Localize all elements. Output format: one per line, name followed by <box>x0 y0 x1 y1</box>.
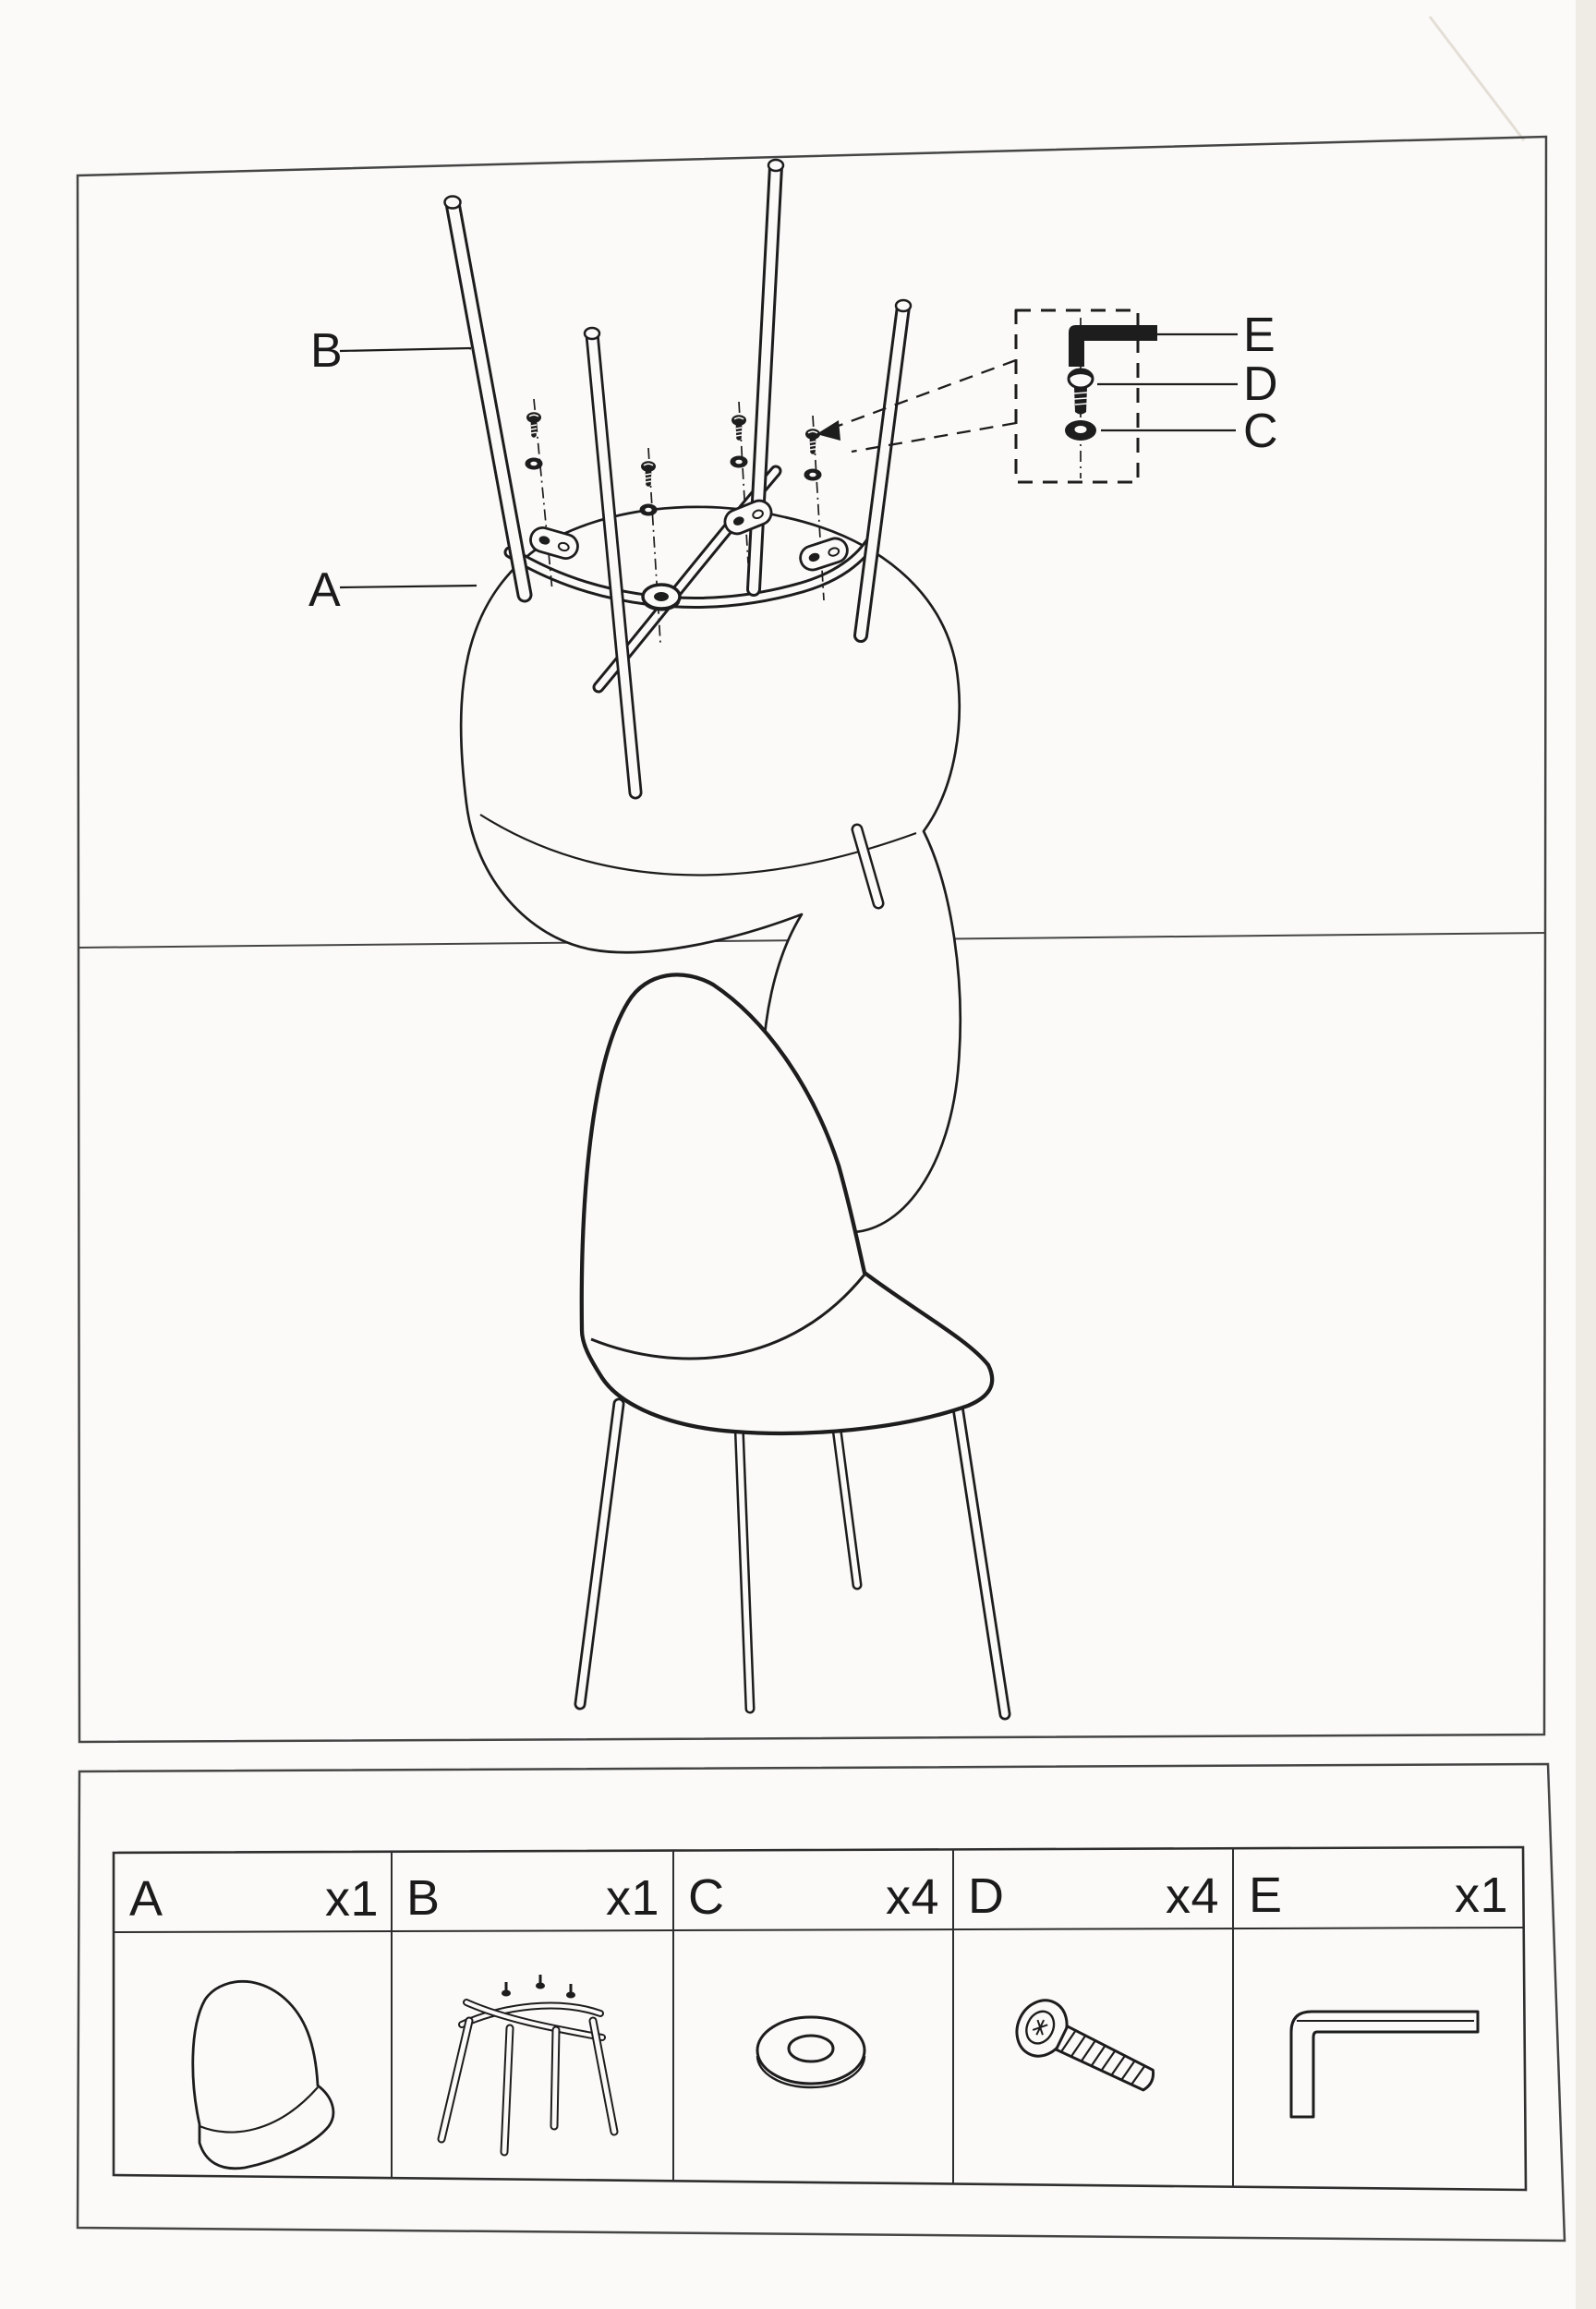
table-cell-c-header <box>688 1869 939 1925</box>
leg-foot-cap <box>768 160 783 171</box>
cell-qty: x4 <box>1165 1868 1219 1924</box>
chair-leg-back-right <box>836 1422 857 1585</box>
table-cell-a-header <box>129 1871 379 1927</box>
cell-qty: x1 <box>605 1870 659 1926</box>
leg-foot-cap <box>896 300 911 311</box>
label-part-b: B <box>310 324 344 378</box>
parts-table <box>114 1847 1526 2190</box>
table-cell-b-header <box>406 1870 659 1926</box>
leader-line-b <box>340 348 471 351</box>
frame-ring-washer <box>643 585 680 610</box>
washer-icon <box>640 504 658 516</box>
page-edge-shade <box>1576 0 1596 2309</box>
cell-qty: x4 <box>885 1869 939 1925</box>
leg-foot-cap <box>585 328 599 339</box>
leg-frame-icon <box>441 1975 614 2152</box>
paper-crease <box>1430 17 1524 140</box>
hardware-callout-box <box>1016 310 1157 482</box>
chair-leg-front-left <box>580 1404 619 1704</box>
table-cell-e-header <box>1249 1868 1508 1923</box>
label-part-d: D <box>1243 357 1279 411</box>
screw-icon <box>641 461 656 487</box>
washer-icon <box>526 458 543 470</box>
screw-icon <box>1069 369 1093 415</box>
screw-icon <box>526 412 541 438</box>
washer-icon <box>1065 420 1096 441</box>
screw-icon <box>805 429 820 454</box>
parts-panel-border <box>78 1764 1565 2241</box>
cell-letter: A <box>129 1871 163 1927</box>
cell-letter: D <box>968 1868 1005 1924</box>
chair-leg-back-left <box>739 1422 750 1709</box>
washer-icon <box>757 2017 864 2087</box>
washer-icon <box>731 456 748 468</box>
allen-key-icon <box>1069 325 1157 367</box>
cell-qty: x1 <box>1454 1868 1508 1923</box>
cell-letter: C <box>688 1869 725 1925</box>
allen-key-icon <box>1291 2012 1478 2117</box>
screw-icon <box>732 415 746 441</box>
cell-letter: E <box>1249 1868 1283 1923</box>
chair-leg-front-right <box>951 1365 1005 1714</box>
table-header-divider <box>114 1928 1524 1932</box>
cell-qty: x1 <box>324 1871 379 1927</box>
leg-foot-cap <box>445 197 461 209</box>
callout-pointer-lines <box>816 360 1016 452</box>
seat-shell-icon <box>193 1981 333 2168</box>
label-part-c: C <box>1243 405 1279 458</box>
leader-line-a <box>340 586 477 587</box>
cell-letter: B <box>406 1870 441 1926</box>
table-cell-d-header <box>968 1868 1219 1924</box>
label-part-a: A <box>308 563 342 617</box>
washer-icon <box>804 469 822 481</box>
label-part-e: E <box>1243 308 1276 362</box>
screw-icon <box>1008 1992 1164 2108</box>
frame-screw-mark <box>502 1975 575 1999</box>
pointer-arrowhead <box>816 420 840 441</box>
chair-leg-1 <box>445 197 526 596</box>
